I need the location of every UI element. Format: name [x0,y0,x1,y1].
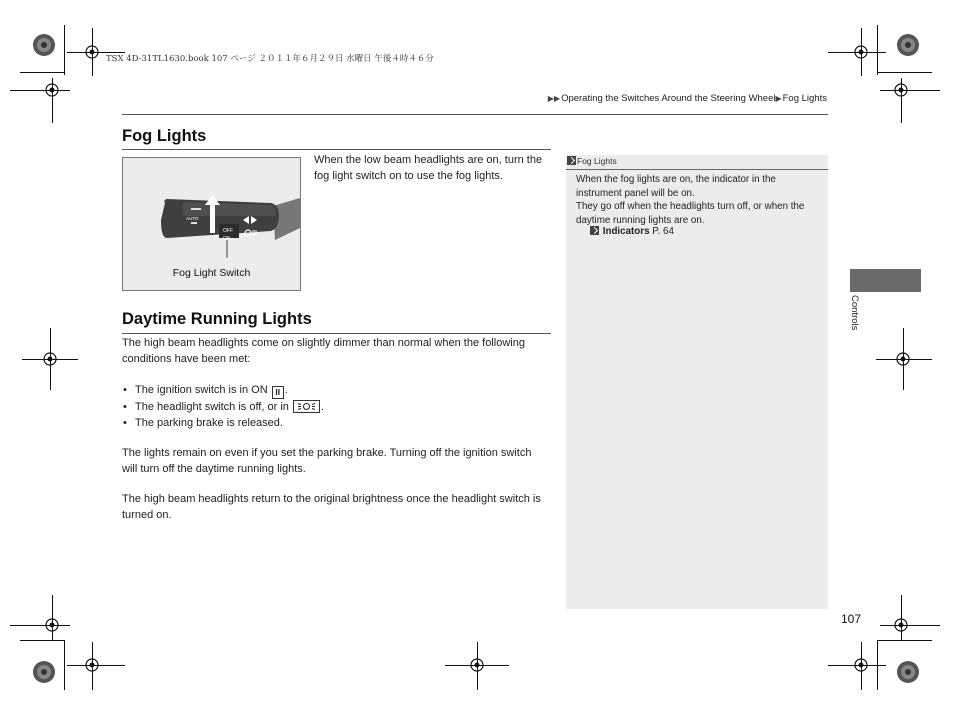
drl-title: Daytime Running Lights [122,310,312,328]
breadcrumb-current: Fog Lights [782,93,827,104]
fog-lights-title: Fog Lights [122,127,207,145]
sidebar-text-1: When the fog lights are on, the indicator in the instrument panel will be on. [576,174,776,199]
link-label[interactable]: Indicators [602,226,650,237]
drl-intro: The high beam headlights come on slightly dimmer than normal when the following conditions have been met: [122,337,525,365]
link-page[interactable]: P. 64 [652,226,674,237]
sidebar-text-2: They go off when the headlights turn off, or when the daytime running lights are on. [576,201,805,226]
drl-paragraph-2: The lights remain on even if you set the parking brake. Turning off the ignition switch will turn off the daytime running lights. [122,447,532,475]
breadcrumb-arrow-icon: ▶ [775,94,782,103]
ignition-on-icon: II [272,386,284,399]
bullet-text: The ignition switch is in ON [135,384,268,396]
figure-label-auto: AUTO [186,216,199,221]
figure-caption: Fog Light Switch [172,267,251,279]
bullet-end: . [320,400,325,413]
print-header: TSX 4D-31TL1630.book 107 ページ ２０１１年６月２９日 水曜日 午後４時４６分 [106,54,434,64]
breadcrumb-arrow-icon: ▶▶ [547,94,561,103]
figure-label-on: ON [223,236,231,242]
fog-lights-paragraph: When the low beam headlights are on, turn the fog light switch on to use the fog lights. [314,154,543,182]
breadcrumb-parent[interactable]: Operating the Switches Around the Steering Wheel [561,93,776,104]
bullet-text: The headlight switch is off, or in [135,400,289,413]
bullet-end: . [284,384,288,396]
sidebar-title-text: Fog Lights [577,156,617,166]
chapter-label: Controls [849,295,860,331]
bullet-text: The parking brake is released. [135,417,283,429]
drl-paragraph-3: The high beam headlights return to the original brightness once the headlight switch is turned on. [122,493,541,521]
figure-label-off: OFF [223,228,233,234]
page-number: 107 [841,612,862,626]
